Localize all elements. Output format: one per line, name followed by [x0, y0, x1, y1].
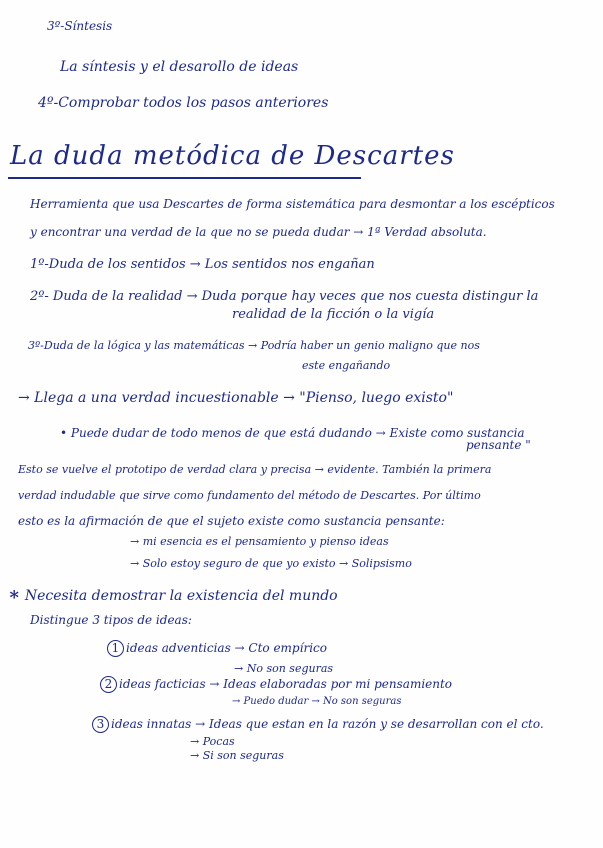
- doubt-2-line-2: realidad de la ficción o la vigía: [232, 307, 435, 322]
- idea-2-line: [100, 676, 452, 693]
- number-3-icon: 3: [92, 716, 109, 733]
- step-3-text: La síntesis y el desarollo de ideas: [60, 59, 299, 75]
- ideas-heading: Distingue 3 tipos de ideas:: [30, 613, 192, 627]
- idea-3-sub-2: → Si son seguras: [190, 749, 284, 762]
- evidence-line-1: Esto se vuelve el prototipo de verdad clara y precisa → evidente. También la primera: [18, 463, 492, 476]
- title-underline: [8, 177, 361, 179]
- step-3-heading: 3º-Síntesis: [47, 19, 113, 33]
- doubt-2-line-1: 2º- Duda de la realidad → Duda porque hay veces que nos cuesta distingur la: [30, 289, 539, 304]
- idea-3-text: ideas innatas → Ideas que estan en la razón y se desarrollan con el cto.: [111, 717, 544, 731]
- doubt-exception-line-1: • Puede dudar de todo menos de que está dudando → Existe como sustancia: [60, 426, 525, 440]
- idea-1-line: [107, 640, 327, 657]
- doubt-1: 1º-Duda de los sentidos → Los sentidos nos engañan: [30, 257, 375, 272]
- idea-3-line: [92, 716, 544, 733]
- intro-line-1: Herramienta que usa Descartes de forma sistemática para desmontar a los escépticos: [30, 197, 555, 211]
- idea-3-sub-1: → Pocas: [190, 735, 235, 748]
- section-title: La duda metódica de Descartes: [10, 141, 455, 171]
- step-4-text: 4º-Comprobar todos los pasos anteriores: [38, 95, 329, 111]
- asterisk-icon: ∗: [8, 584, 21, 605]
- evidence-line-4: → mi esencia es el pensamiento y pienso ideas: [130, 535, 389, 548]
- number-1-icon: 1: [107, 640, 124, 657]
- evidence-line-3: esto es la afirmación de que el sujeto existe como sustancia pensante:: [18, 514, 445, 528]
- doubt-exception-line-2: pensante ": [466, 438, 531, 452]
- evidence-line-2: verdad indudable que sirve como fundamento del método de Descartes. Por último: [18, 489, 481, 502]
- idea-2-sub: → Puedo dudar → No son seguras: [232, 696, 402, 707]
- intro-line-2: y encontrar una verdad de la que no se pueda dudar → 1ª Verdad absoluta.: [30, 225, 487, 239]
- world-line: [8, 586, 338, 604]
- number-2-icon: 2: [100, 676, 117, 693]
- world-text: Necesita demostrar la existencia del mundo: [24, 588, 338, 604]
- evidence-line-5: → Solo estoy seguro de que yo existo → Solipsismo: [130, 557, 412, 570]
- idea-1-text: ideas adventicias → Cto empírico: [126, 641, 327, 655]
- doubt-3-line-2: este engañando: [302, 359, 391, 372]
- truth-line: → Llega a una verdad incuestionable → "Pienso, luego existo": [18, 390, 454, 406]
- idea-2-text: ideas facticias → Ideas elaboradas por mi pensamiento: [119, 677, 453, 691]
- idea-1-sub: → No son seguras: [234, 662, 334, 675]
- doubt-3-line-1: 3º-Duda de la lógica y las matemáticas → Podría haber un genio maligno que nos: [28, 339, 480, 352]
